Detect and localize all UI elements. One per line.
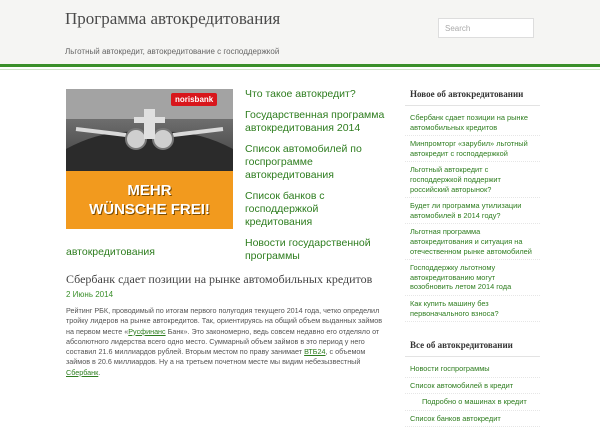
recent-post-link[interactable]: Минпромторг «зарубил» льготный автокредит с господдержкой — [405, 136, 540, 162]
recent-post-link[interactable]: Как купить машину без первоначального взноса? — [405, 296, 540, 322]
recent-post-link[interactable]: Сбербанк сдает позиции на рынке автомобильных кредитов — [405, 110, 540, 136]
recent-post-link[interactable]: Льготная программа автокредитования и ситуация на отечественном рынке автомобилей — [405, 224, 540, 260]
sberbank-link[interactable]: Сбербанк — [66, 367, 99, 377]
ad-logo: norisbank — [171, 93, 217, 106]
top-link[interactable]: Список банков с господдержкой кредитования — [245, 190, 325, 228]
site-tagline: Льготный автокредит, автокредитование с господдержкой — [65, 47, 280, 56]
post-text: , с объемом займов в 20.6 миллиардов. Ну а на третьем почетном месте мы видим небезызвестный — [66, 347, 366, 367]
post-body — [66, 306, 386, 378]
post-text: Рейтинг РБК, проводимый по итогам первого полугодия текущего 2014 года, четко определил тройку лидеров на рынке автокредитов. Так, ориентируясь на общий объем выданных займов на первом месте « — [66, 306, 383, 336]
category-link[interactable]: Список банков автокредит — [405, 411, 540, 427]
recent-post-link[interactable]: Господдержку льготному автокредитованию могут возобновить летом 2014 года — [405, 260, 540, 296]
ad-slogan — [66, 181, 233, 219]
all-about-heading: Все об автокредитовании — [405, 336, 540, 357]
top-links — [245, 88, 385, 271]
category-link[interactable]: Новости госпрограммы — [405, 361, 540, 378]
recent-posts-heading: Новое об автокредитовании — [405, 85, 540, 106]
recent-post-link[interactable]: Будет ли программа утилизации автомобилей в 2014 году? — [405, 198, 540, 224]
top-link[interactable]: Что такое автокредит? — [245, 88, 356, 100]
top-link[interactable]: Новости государственной программы — [245, 237, 371, 262]
search-input[interactable]: Search — [438, 18, 534, 38]
top-link-continuation[interactable]: автокредитования — [66, 246, 155, 258]
category-link[interactable]: Список автомобилей в кредит — [405, 378, 540, 395]
site-header — [0, 0, 600, 67]
post-date[interactable]: 2 Июнь 2014 — [66, 290, 114, 299]
ad-slogan-line2: WÜNSCHE FREI! — [89, 201, 210, 218]
sidebar — [405, 85, 540, 427]
vtb24-link[interactable]: ВТБ24 — [304, 347, 326, 357]
recent-post-link[interactable]: Льготный автокредит с господдержкой поддержит российский авторынок? — [405, 162, 540, 198]
ad-slogan-line1: MEHR — [127, 182, 172, 199]
post-text: Банк». Это закономерно, ведь совсем недавно его отделяло от абсолютного лидерства всего одно место. Суммарный объем займов в это период у него составил 21.6 миллиардов рублей. Вторым местом по праву занимает — [66, 326, 380, 357]
post-text: . — [98, 367, 101, 377]
post-title[interactable]: Сбербанк сдает позиции на рынке автомобильных кредитов — [66, 272, 373, 286]
top-link[interactable]: Государственная программа автокредитования 2014 — [245, 109, 385, 134]
ad-motorcycle-image — [66, 89, 233, 171]
top-link[interactable]: Список автомобилей по госпрограмме автокредитования — [245, 143, 362, 181]
rusfinance-link[interactable]: Русфинанс — [128, 326, 166, 336]
category-link[interactable]: Подробно о машинах в кредит — [405, 394, 540, 411]
site-title[interactable]: Программа автокредитования — [65, 9, 281, 28]
advertisement-banner[interactable] — [66, 89, 233, 229]
